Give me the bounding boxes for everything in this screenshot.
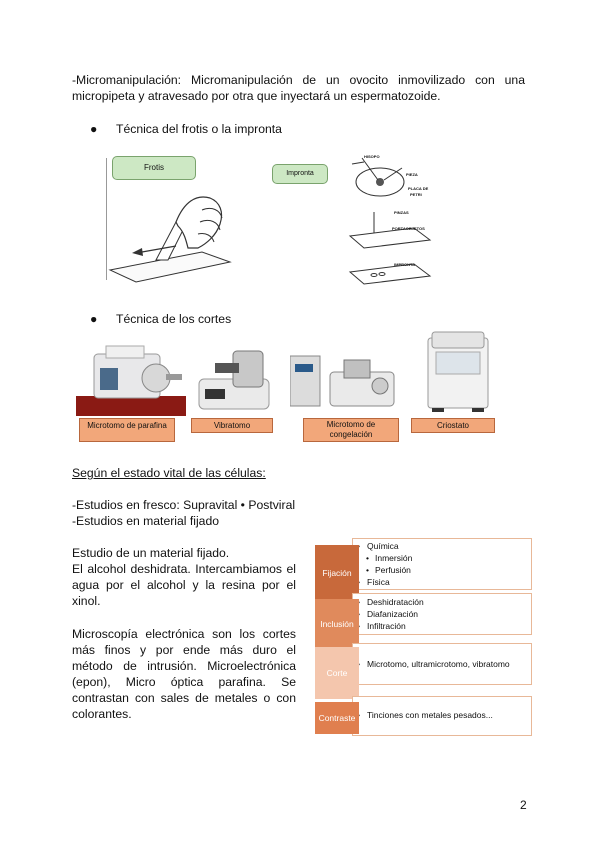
process-step-contraste: Contraste: [315, 702, 359, 734]
process-step-fijacion: Fijación: [315, 545, 359, 601]
process-step-corte: Corte: [315, 647, 359, 699]
process-detail-fijacion: [352, 538, 532, 590]
heading-estado-vital: Según el estado vital de las células:: [72, 466, 266, 480]
paragraph-material-fijado: Estudio de un material fijado. El alcohol deshidrata. Intercambiamos el agua por el alcohol y la resina por el xinol.: [72, 546, 296, 608]
label-hisopo: HISOPO: [364, 154, 380, 159]
process-item: • Microtomo, ultramicrotomo, vibratomo: [353, 658, 531, 670]
criostato-image: [424, 328, 494, 414]
label-pinzas: PINZAS: [394, 210, 409, 215]
bullet-frotis-text: Técnica del frotis o la impronta: [116, 122, 282, 136]
process-detail-contraste: [352, 696, 532, 736]
process-detail-inclusion: [352, 593, 532, 635]
process-step-inclusion: Inclusión: [315, 599, 359, 649]
line-estudios-fijado: -Estudios en material fijado: [72, 514, 219, 528]
process-item: • Inmersión: [353, 552, 531, 564]
microtomo-parafina-label: Microtomo de parafina: [79, 418, 175, 442]
bullet-cortes: ● Técnica de los cortes: [90, 312, 232, 326]
bullet-cortes-text: Técnica de los cortes: [116, 312, 232, 326]
frotis-label: Frotis: [112, 156, 196, 180]
process-detail-corte: [352, 643, 532, 685]
vibratomo-image: [195, 345, 275, 413]
process-item: • Diafanización: [353, 608, 531, 620]
page-number: 2: [520, 798, 527, 812]
microtomo-congelacion-image: [290, 352, 396, 410]
vibratomo-label: Vibratomo: [191, 418, 273, 433]
process-item: • Tinciones con metales pesados...: [353, 709, 531, 721]
bullet-frotis: ● Técnica del frotis o la impronta: [90, 122, 282, 136]
microtomo-parafina-image: [76, 332, 186, 416]
process-item: • Perfusión: [353, 564, 531, 576]
label-portaobjetos: PORTAOBJETOS: [392, 226, 425, 231]
process-item: • Deshidratación: [353, 596, 531, 608]
paragraph-microscopia: Microscopía electrónica son los cortes más finos y por ende más duro el método de intrusión. Microelectrónica (epon), Micro óptica parafina. Se contrastan con sales de metales o con colorantes.: [72, 627, 296, 721]
microtomo-congelacion-label: Microtomo de congelación: [303, 418, 399, 442]
line-estudios-fresco: -Estudios en fresco: Supravital • Postviral: [72, 498, 296, 512]
impronta-label: Impronta: [272, 164, 328, 184]
process-item: • Infiltración: [353, 620, 531, 632]
impronta-diagram: [342, 152, 442, 300]
label-petri: PETRI: [410, 192, 422, 197]
label-pieza: PIEZA: [406, 172, 418, 177]
label-placa: PLACA DE: [408, 186, 429, 191]
criostato-label: Criostato: [411, 418, 495, 433]
paragraph-micromanipulacion: -Micromanipulación: Micromanipulación de un ovocito inmovilizado con una micropipeta y atravesado por otra que inyectará un espermatozoide.: [72, 73, 525, 103]
process-item: • Física: [353, 576, 531, 588]
label-impronta: IMPRONTA: [394, 262, 416, 267]
process-item: • Química: [353, 540, 531, 552]
